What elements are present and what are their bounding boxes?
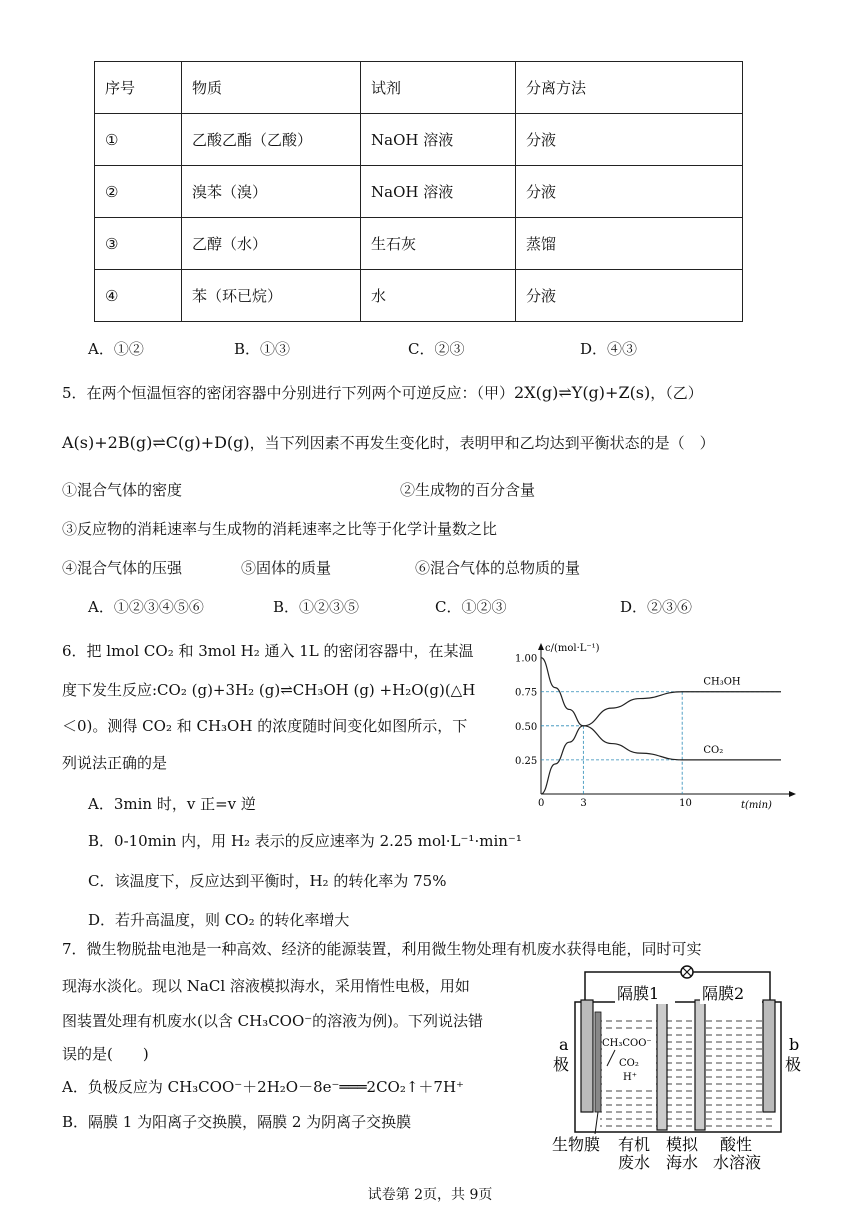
electrode-a [581, 1000, 593, 1112]
table-cell: 乙酸乙酯（乙酸） [182, 114, 361, 166]
series-label: CH₃OH [703, 676, 741, 688]
y-tick-label: 0.75 [515, 687, 538, 699]
membrane-2 [695, 1000, 705, 1130]
q5-item-6: ⑥混合气体的总物质的量 [415, 559, 581, 577]
table-cell: 苯（环已烷） [182, 270, 361, 322]
hplus-label: H⁺ [623, 1072, 637, 1083]
q7-stem-line4: 误的是( ) [62, 1045, 149, 1063]
q5-option-d: D．②③⑥ [620, 598, 693, 616]
q6-stem-line4: 列说法正确的是 [62, 754, 168, 772]
q5-text: ，（乙） [650, 384, 703, 402]
q4-option-b: B．①③ [234, 340, 291, 358]
series-label: CO₂ [703, 744, 724, 756]
wastewater-label-1: 有机 [618, 1135, 651, 1154]
q6-stem-line2: 度下发生反应:CO₂ (g)+3H₂ (g)⇌CH₃OH (g) +H₂O(g)(△H [62, 681, 476, 699]
table-cell: 分液 [516, 166, 743, 218]
y-tick-label: 0.25 [515, 755, 538, 767]
seawater-label-1: 模拟 [666, 1135, 699, 1154]
q7-option-a: A．负极反应为 CH₃COO⁻＋2H₂O－8e⁻═══2CO₂↑＋7H⁺ [62, 1078, 464, 1096]
electrode-b-label-2: 极 [785, 1055, 802, 1074]
q7-stem-line2: 现海水淡化。现以 NaCl 溶液模拟海水，采用惰性电极，用如 [62, 977, 470, 995]
electrode-b-label: b [789, 1035, 800, 1054]
x-axis-label: t(min) [741, 800, 772, 811]
table-row [95, 114, 743, 166]
q6-option-d: D．若升高温度，则 CO₂ 的转化率增大 [88, 911, 350, 929]
page-footer: 试卷第 2页，共 9页 [367, 1187, 493, 1203]
table-cell: NaOH 溶液 [361, 166, 516, 218]
x-tick-label: 10 [679, 798, 692, 809]
q5-item-1: ①混合气体的密度 [62, 481, 183, 499]
q5-stem-line1 [62, 382, 703, 403]
q5-stem-line2 [62, 432, 715, 453]
acid-solution-label-1: 酸性 [720, 1135, 753, 1154]
q5-item-4: ④混合气体的压强 [62, 559, 183, 577]
q6-option-c: C．该温度下，反应达到平衡时，H₂ 的转化率为 75% [88, 872, 447, 890]
table-row [95, 270, 743, 322]
y-tick-label: 0.50 [515, 721, 538, 733]
x-tick-label: 3 [580, 798, 587, 809]
electrode-a-label: a [559, 1035, 569, 1054]
q5-equation-2: A(s)+2B(g)⇌C(g)+D(g) [62, 433, 250, 452]
membrane-2-label: 隔膜2 [702, 984, 745, 1003]
bulb-icon [681, 966, 693, 978]
header-cell: 分离方法 [516, 62, 743, 114]
q7-stem-line3: 图装置处理有机废水(以含 CH₃COO⁻的溶液为例)。下列说法错 [62, 1012, 484, 1030]
table-cell: 分液 [516, 114, 743, 166]
header-cell: 试剂 [361, 62, 516, 114]
table-cell: ② [95, 166, 182, 218]
biofilm [595, 1012, 601, 1112]
table-cell: ① [95, 114, 182, 166]
q5-option-c: C．①②③ [435, 598, 507, 616]
q6-stem-line3: ＜0)。测得 CO₂ 和 CH₃OH 的浓度随时间变化如图所示，下 [62, 717, 468, 735]
q5-item-2: ②生成物的百分含量 [400, 481, 536, 499]
table-cell: 溴苯（溴） [182, 166, 361, 218]
seawater-label-2: 海水 [666, 1153, 699, 1172]
acid-solution-label-2: 水溶液 [713, 1153, 762, 1172]
table-cell: 乙醇（水） [182, 218, 361, 270]
q5-equation-1: 2X(g)⇌Y(g)+Z(s) [514, 383, 651, 402]
table-cell: 蒸馏 [516, 218, 743, 270]
wastewater-label-2: 废水 [618, 1153, 651, 1172]
table-cell: ④ [95, 270, 182, 322]
q4-option-c: C．②③ [408, 340, 465, 358]
electrode-b [763, 1000, 775, 1112]
membrane-1 [657, 1000, 667, 1130]
q6-option-b: B．0-10min 内，用 H₂ 表示的反应速率为 2.25 mol·L⁻¹·min⁻¹ [88, 832, 522, 850]
table-row [95, 166, 743, 218]
header-cell: 物质 [182, 62, 361, 114]
biofilm-label: 生物膜 [552, 1135, 601, 1154]
q6-stem-line1: 6．把 lmol CO₂ 和 3mol H₂ 通入 1L 的密闭容器中，在某温 [62, 642, 474, 660]
table-row [95, 218, 743, 270]
desalination-cell-diagram [545, 962, 815, 1172]
q5-option-b: B．①②③⑤ [273, 598, 360, 616]
table-cell: 水 [361, 270, 516, 322]
series-line-1 [541, 658, 781, 760]
x-tick-label: 0 [538, 798, 545, 809]
q7-option-b: B．隔膜 1 为阳离子交换膜，隔膜 2 为阴离子交换膜 [62, 1113, 412, 1131]
table-header-row [95, 62, 743, 114]
q4-option-d: D．④③ [580, 340, 638, 358]
table-cell: 分液 [516, 270, 743, 322]
acetate-label: CH₃COO⁻ [602, 1038, 652, 1049]
membrane-1-label: 隔膜1 [617, 984, 660, 1003]
q5-text: 5．在两个恒温恒容的密闭容器中分别进行下列两个可逆反应：（甲） [62, 384, 515, 402]
q5-text: ，当下列因素不再发生变化时，表明甲和乙均达到平衡状态的是（ ） [249, 434, 715, 452]
q5-option-a: A．①②③④⑤⑥ [88, 598, 204, 616]
table-cell: ③ [95, 218, 182, 270]
series-line-0 [541, 692, 781, 794]
q6-option-a: A．3min 时，v 正=v 逆 [88, 795, 256, 813]
y-tick-label: 1.00 [515, 653, 538, 665]
electrode-a-label-2: 极 [553, 1055, 570, 1074]
y-axis-label: c/(mol·L⁻¹) [545, 643, 600, 654]
separation-table [94, 61, 743, 322]
table-cell: NaOH 溶液 [361, 114, 516, 166]
header-cell: 序号 [95, 62, 182, 114]
table-cell: 生石灰 [361, 218, 516, 270]
q5-item-3: ③反应物的消耗速率与生成物的消耗速率之比等于化学计量数之比 [62, 520, 498, 538]
q4-option-a: A．①② [88, 340, 144, 358]
co2-label: CO₂ [619, 1058, 639, 1069]
q5-item-5: ⑤固体的质量 [241, 559, 332, 577]
q7-stem-line1: 7．微生物脱盐电池是一种高效、经济的能源装置，利用微生物处理有机废水获得电能，同时可实 [62, 940, 702, 958]
concentration-time-chart [505, 636, 805, 814]
